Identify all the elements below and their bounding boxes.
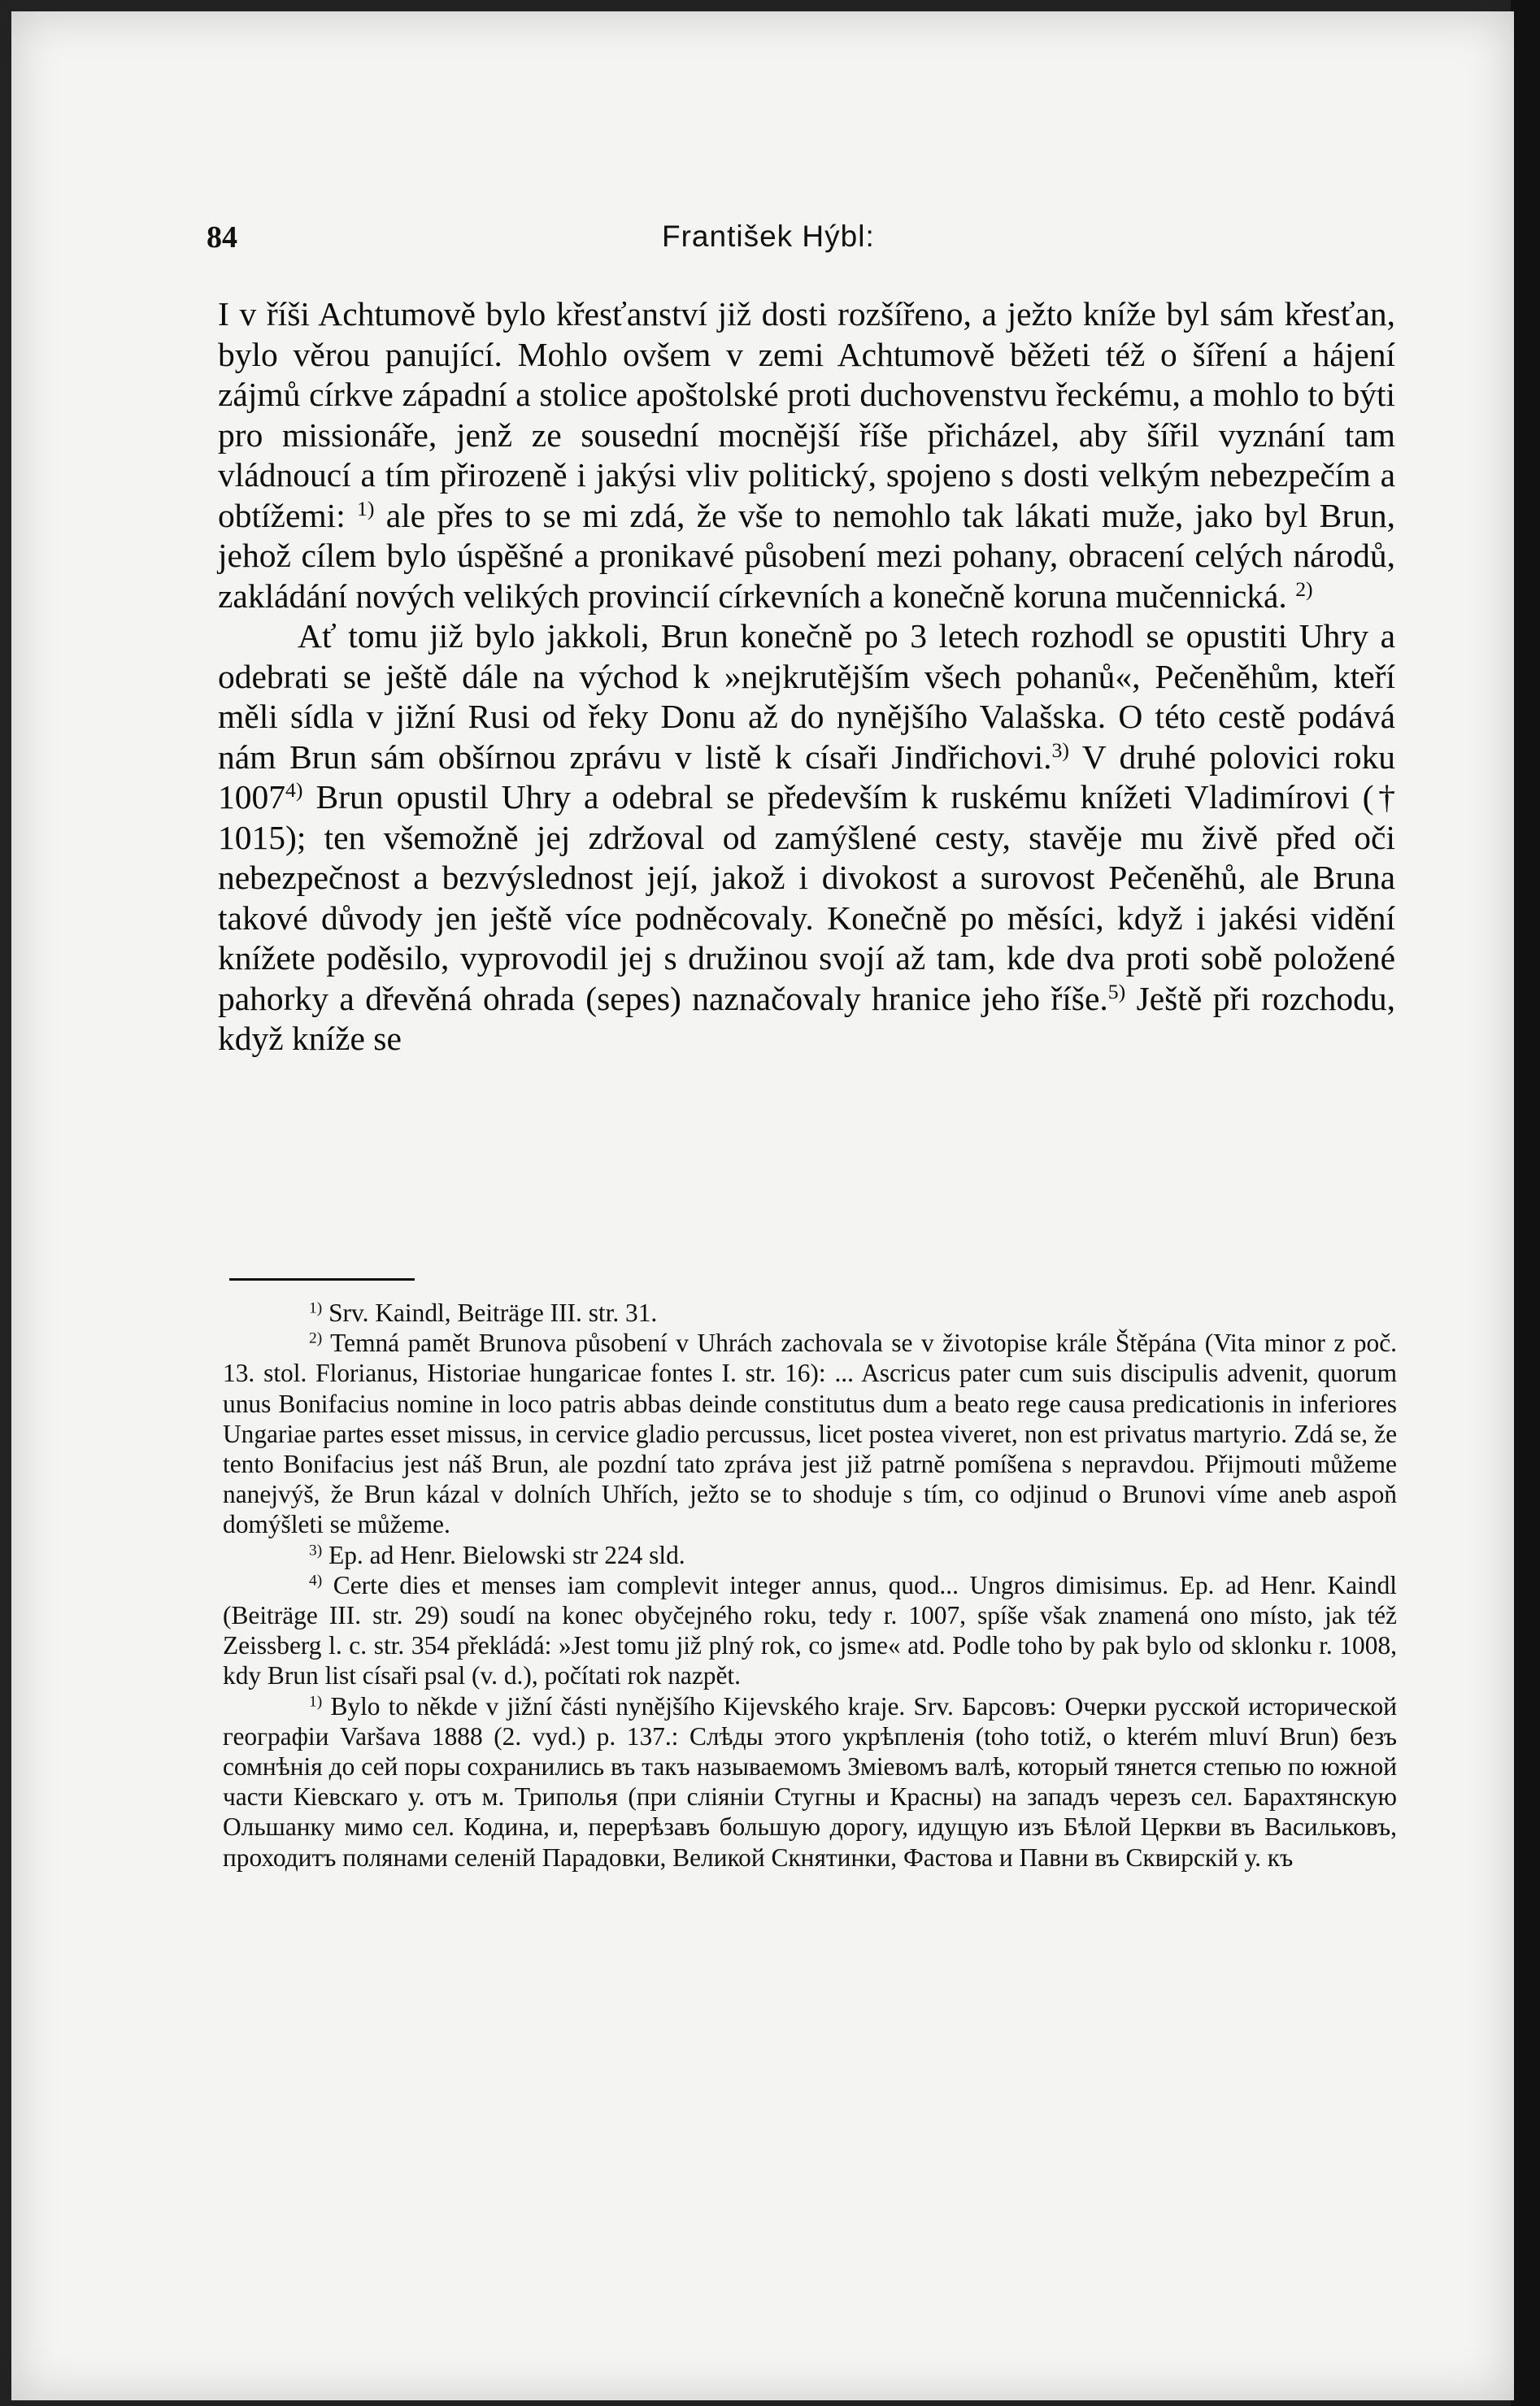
scan-edge	[1511, 0, 1540, 2406]
footnote-5-mark: 1)	[309, 1692, 323, 1710]
footnote-1-text: Srv. Kaindl, Beiträge III. str. 31.	[322, 1299, 658, 1327]
paragraph-2-text-d: Ještě při rozchodu, když kníže se	[218, 979, 1395, 1057]
footnote-marker-4: 4)	[285, 777, 303, 802]
paragraph-1	[218, 294, 1395, 616]
footnote-2-text: Temná pamět Brunova působení v Uhrách zachovala se v životopise krále Štěpána (Vita minor z poč. 13. stol. Florianus, Historiae hungaricae fontes I. str. 16): ... Ascricus pater cum suis discipulis advenit, quorum unus Bonifacius nomine in loco patris abbas deinde constitutus dum a beato rege causa predicationis in inferiores Ungariae partes esset missus, in cervice gladio percussus, licet postea viveret, non est privatus martyrio. Zdá se, že tento Bonifacius jest náš Brun, ale pozdní tato zpráva jest již patrně pomíšena s nepravdou. Přijmouti můžeme nanejvýš, že Brun kázal v dolních Uhřích, ježto se to shoduje s tím, co odjinud o Brunovi víme aneb aspoň domýšleti se můžeme.	[223, 1329, 1397, 1539]
footnote-3-text: Ep. ad Henr. Bielowski str 224 sld.	[322, 1540, 685, 1569]
footnote-4-mark: 4)	[309, 1572, 323, 1590]
paragraph-1-text-a: I v říši Achtumově bylo křesťanství již dosti rozšířeno, a ježto kníže byl sám křesťan, bylo věrou panující. Mohlo ovšem v zemi Achtumově běžeti též o šíření a hájení zájmů církve západní a stolice apoštolské proti duchovenstvu řeckému, a mohlo to býti pro missionáře, jenž ze sousední mocnější říše přicházel, aby šířil vyznání tam vládnoucí a tím přirozeně i jakýsi vliv politický, spojeno s dosti velkým nebezpečím a obtížemi:	[218, 295, 1395, 534]
main-text	[218, 294, 1395, 1059]
footnote-marker-3: 3)	[1051, 737, 1069, 762]
running-head: František Hýbl:	[662, 220, 875, 253]
paragraph-2-text-a: Ať tomu již bylo jakkoli, Brun konečně po 3 letech rozhodl se opustiti Uhry a odebrati se ještě dále na východ k »nejkrutějším všech pohanů«, Pečeněhům, kteří měli sídla v jižní Rusi od řeky Donu až do nynějšího Valašska. O této cestě podává nám Brun sám obšírnou zprávu v listě k císaři Jindřichovi.	[218, 617, 1395, 776]
paragraph-1-text-b: ale přes to se mi zdá, že vše to nemohlo tak lákati muže, jako byl Brun, jehož cílem bylo úspěšné a pronikavé působení mezi pohany, obracení celých národů, zakládání nových velikých provincií církevních a konečně koruna mučennická.	[218, 496, 1396, 615]
footnote-marker-5: 5)	[1107, 979, 1126, 1003]
footnote-4-text: Certe dies et menses iam complevit integer annus, quod... Ungros dimisimus. Ep. ad Henr. Kaindl (Beiträge III. str. 29) soudí na konec obyčejného roku, tedy r. 1007, spíše však znamená ono místo, jak též Zeissberg l. c. str. 354 překládá: »Jest tomu již plný rok, co jsme« atd. Podle toho by pak bylo od sklonku r. 1008, kdy Brun list císaři psal (v. d.), počítati rok nazpět.	[223, 1570, 1397, 1690]
footnote-4	[223, 1570, 1397, 1691]
page-header	[207, 220, 1402, 268]
footnote-rule	[229, 1278, 415, 1281]
footnote-5-text: Bylo to někde v jižní části nynějšího Kijevského kraje. Srv. Барсовъ: Очерки русской исторической географіи Varšava 1888 (2. vyd.) p. 137.: Слѣды этого укрѣпленія (toho totiž, o kterém mluví Brun) безъ сомнѣнія до сей поры сохранились въ такъ называемомъ Змiевомъ валѣ, который тянется степью по южной части Кіевскаго у. отъ м. Триполья (при сліяніи Стугны и Красны) на западъ черезъ сел. Барахтянскую Ольшанку мимо сел. Кодина, и, перерѣзавъ большую дорогу, идущую изъ Бѣлой Церкви въ Васильковъ, проходитъ полянами селеній Парадовки, Великой Скнятинки, Фастова и Павни въ Сквирскій у. къ	[223, 1691, 1397, 1872]
footnote-3	[223, 1540, 1397, 1570]
paragraph-2-text-c: Brun opustil Uhry a odebral se především k ruskému knížeti Vladimírovi († 1015); ten všemožně jej zdržoval od zamýšlené cesty, stavěje mu živě před oči nebezpečnost a bezvýslednost její, jakož i divokost a surovost Pečeněhů, ale Bruna takové důvody jen ještě více podněcovaly. Konečně po měsíci, když i jakési vidění knížete poděsilo, vyprovodil jej s družinou svojí až tam, kde dva proti sobě položené pahorky a dřevěná ohrada (sepes) naznačovaly hranice jeho říše.	[218, 778, 1395, 1017]
page-number: 84	[207, 220, 237, 255]
footnote-5	[223, 1691, 1397, 1873]
footnotes	[223, 1298, 1397, 1873]
footnote-marker-2: 2)	[1295, 576, 1313, 601]
paragraph-2-text-b: V druhé polovici roku 1007	[218, 737, 1395, 816]
footnote-2-mark: 2)	[309, 1329, 323, 1347]
paragraph-2	[218, 616, 1395, 1059]
footnote-2	[223, 1328, 1397, 1539]
footnote-marker-1: 1)	[357, 496, 375, 520]
footnote-1-mark: 1)	[309, 1299, 323, 1317]
footnote-1	[223, 1298, 1397, 1328]
footnote-3-mark: 3)	[309, 1541, 323, 1559]
